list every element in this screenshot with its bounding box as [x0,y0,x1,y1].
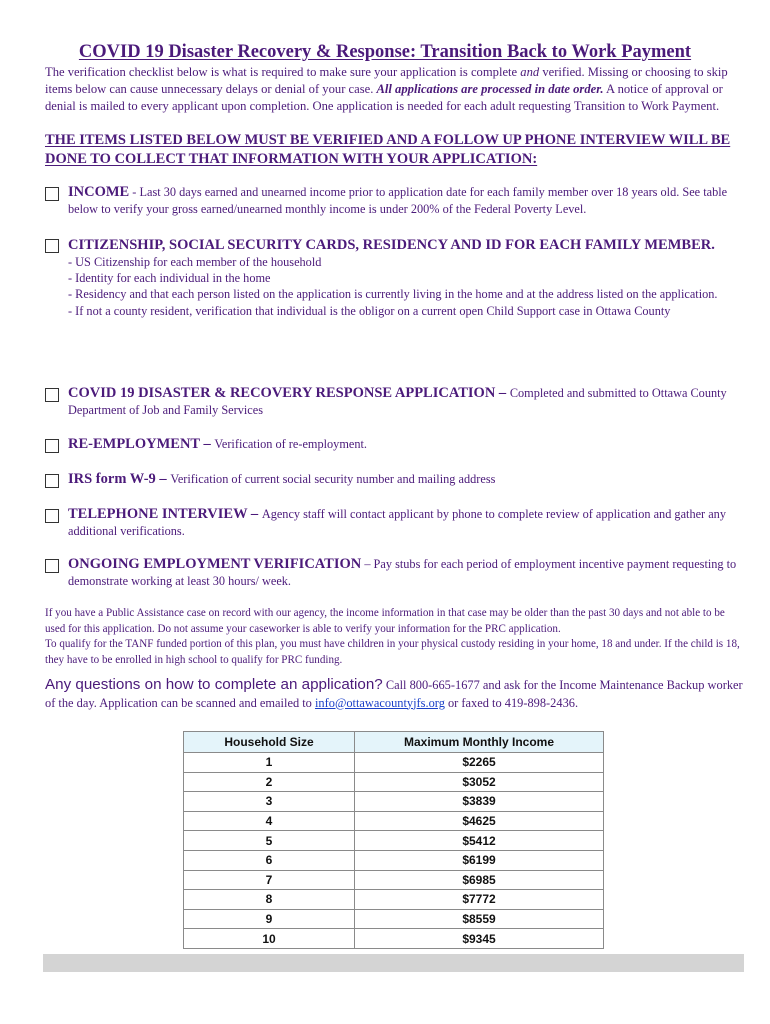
contact-text-1: Call 800-665-1677 and ask for the Income Maintenance Backup worker of the day. Application can be scanned and emailed to [45,678,743,710]
item-description: - Last 30 days earned and unearned income prior to application date for each family member over 18 years old. See table below to verify your gross earned/unearned monthly income is under 200% of the Federal Poverty Level. [68,185,728,216]
cell-household-size: 2 [184,772,355,792]
intro-bold-notice: All applications are processed in date order. [376,82,604,97]
checkbox-application[interactable] [45,388,59,402]
item-title: ONGOING EMPLOYMENT VERIFICATION [68,556,362,572]
cell-household-size: 9 [184,909,355,929]
questions-heading: Any questions on how to complete an application? [45,676,383,693]
note-paragraph-2: To qualify for the TANF funded portion of this plan, you must have children in your physical custody residing in your home, 18 and under. If the child is 18, they have to be enrolled in high school to qualify for PRC funding. [45,638,740,666]
item-description: Agency staff will contact applicant by phone to complete review of application and gather any additional verifications. [68,507,726,538]
item-title: IRS form W-9 – [68,471,171,487]
contact-info [45,676,755,712]
checklist-item-text [68,506,745,539]
income-table [183,731,604,949]
item-description: Verification of current social security number and mailing address [170,472,496,486]
checklist-item-income [45,184,745,217]
note-paragraph-1: If you have a Public Assistance case on record with our agency, the income information in that case may be older than the past 30 days and not able to be used for this application. Do not assume your caseworker is able to verify your information for the PRC application. [45,607,725,635]
table-row [184,792,604,812]
table-row [184,929,604,949]
email-link[interactable]: info@ottawacountyjfs.org [314,695,445,710]
checklist-item-text [68,385,745,418]
table-row [184,831,604,851]
checkbox-citizenship[interactable] [45,239,59,253]
checklist-item-text [68,236,745,319]
sub-item: - If not a county resident, verification that individual is the obligor on a current open Child Support case in Ottawa County [68,303,671,318]
intro-text-3: A notice of approval or denial is mailed to every applicant upon completion. One application is needed for each adult requesting Transition to Work Payment. [45,82,723,114]
checklist-item-telephone-interview [45,506,745,539]
item-title: INCOME [68,184,130,200]
cell-max-income: $9345 [355,929,604,949]
contact-text-2: or faxed to 419-898-2436. [444,695,579,710]
cell-max-income: $7772 [355,890,604,910]
public-assistance-note [45,606,745,668]
intro-and: and [520,65,540,79]
cell-max-income: $4625 [355,811,604,831]
checklist-item-text [68,556,745,589]
cell-household-size: 1 [184,753,355,773]
checkbox-w9[interactable] [45,474,59,488]
header-household-size: Household Size [184,732,355,753]
intro-paragraph [45,64,745,116]
table-header-row [184,732,604,753]
footer-bar [43,954,744,972]
cell-household-size: 3 [184,792,355,812]
checkbox-telephone-interview[interactable] [45,509,59,523]
table-row [184,890,604,910]
sub-item: - Identity for each individual in the home [68,271,271,286]
header-max-income: Maximum Monthly Income [355,732,604,753]
cell-max-income: $3052 [355,772,604,792]
item-title: TELEPHONE INTERVIEW – [68,506,262,522]
checklist-item-ongoing-employment [45,556,745,589]
verification-heading: THE ITEMS LISTED BELOW MUST BE VERIFIED AND A FOLLOW UP PHONE INTERVIEW WILL BE DONE TO COLLECT THAT INFORMATION WITH YOUR APPLICATION: [45,132,731,167]
intro-text-1: The verification checklist below is what is required to make sure your application is complete [45,65,521,79]
cell-max-income: $6199 [355,850,604,870]
checklist-item-w9 [45,471,745,488]
cell-max-income: $2265 [355,753,604,773]
table-row [184,772,604,792]
checklist-item-application [45,385,745,418]
table-row [184,870,604,890]
sub-item: - US Citizenship for each member of the household [68,255,322,269]
checklist-item-reemployment [45,436,745,453]
cell-max-income: $5412 [355,831,604,851]
checklist-item-text [68,184,745,217]
item-description: – Pay stubs for each period of employment incentive payment requesting to demonstrate working at least 30 hours/ week. [68,557,737,588]
cell-max-income: $3839 [355,792,604,812]
cell-max-income: $8559 [355,909,604,929]
item-title: CITIZENSHIP, SOCIAL SECURITY CARDS, RESIDENCY AND ID FOR EACH FAMILY MEMBER. [68,237,715,253]
table-row [184,850,604,870]
item-title: RE-EMPLOYMENT – [68,436,215,452]
sub-item: - Residency and that each person listed on the application is currently living in the home and at the address listed on the application. [68,287,718,302]
table-row [184,909,604,929]
checklist-item-text [68,436,745,453]
checkbox-reemployment[interactable] [45,439,59,453]
checklist-item-citizenship [45,236,745,319]
checkbox-ongoing-employment[interactable] [45,559,59,573]
table-row [184,753,604,773]
checkbox-income[interactable] [45,187,59,201]
item-description: Completed and submitted to Ottawa County Department of Job and Family Services [68,386,727,417]
item-description: Verification of re-employment. [214,437,367,451]
checklist-item-text [68,471,745,488]
cell-household-size: 5 [184,831,355,851]
table-row [184,811,604,831]
cell-household-size: 7 [184,870,355,890]
cell-household-size: 10 [184,929,355,949]
cell-max-income: $6985 [355,870,604,890]
cell-household-size: 6 [184,850,355,870]
cell-household-size: 8 [184,890,355,910]
intro-text-2: verified. Missing or choosing to skip items below can cause unnecessary delays or denial of your case. [45,65,728,97]
item-title: COVID 19 DISASTER & RECOVERY RESPONSE APPLICATION – [68,385,510,401]
cell-household-size: 4 [184,811,355,831]
page-title: COVID 19 Disaster Recovery & Response: Transition Back to Work Payment [78,42,692,62]
